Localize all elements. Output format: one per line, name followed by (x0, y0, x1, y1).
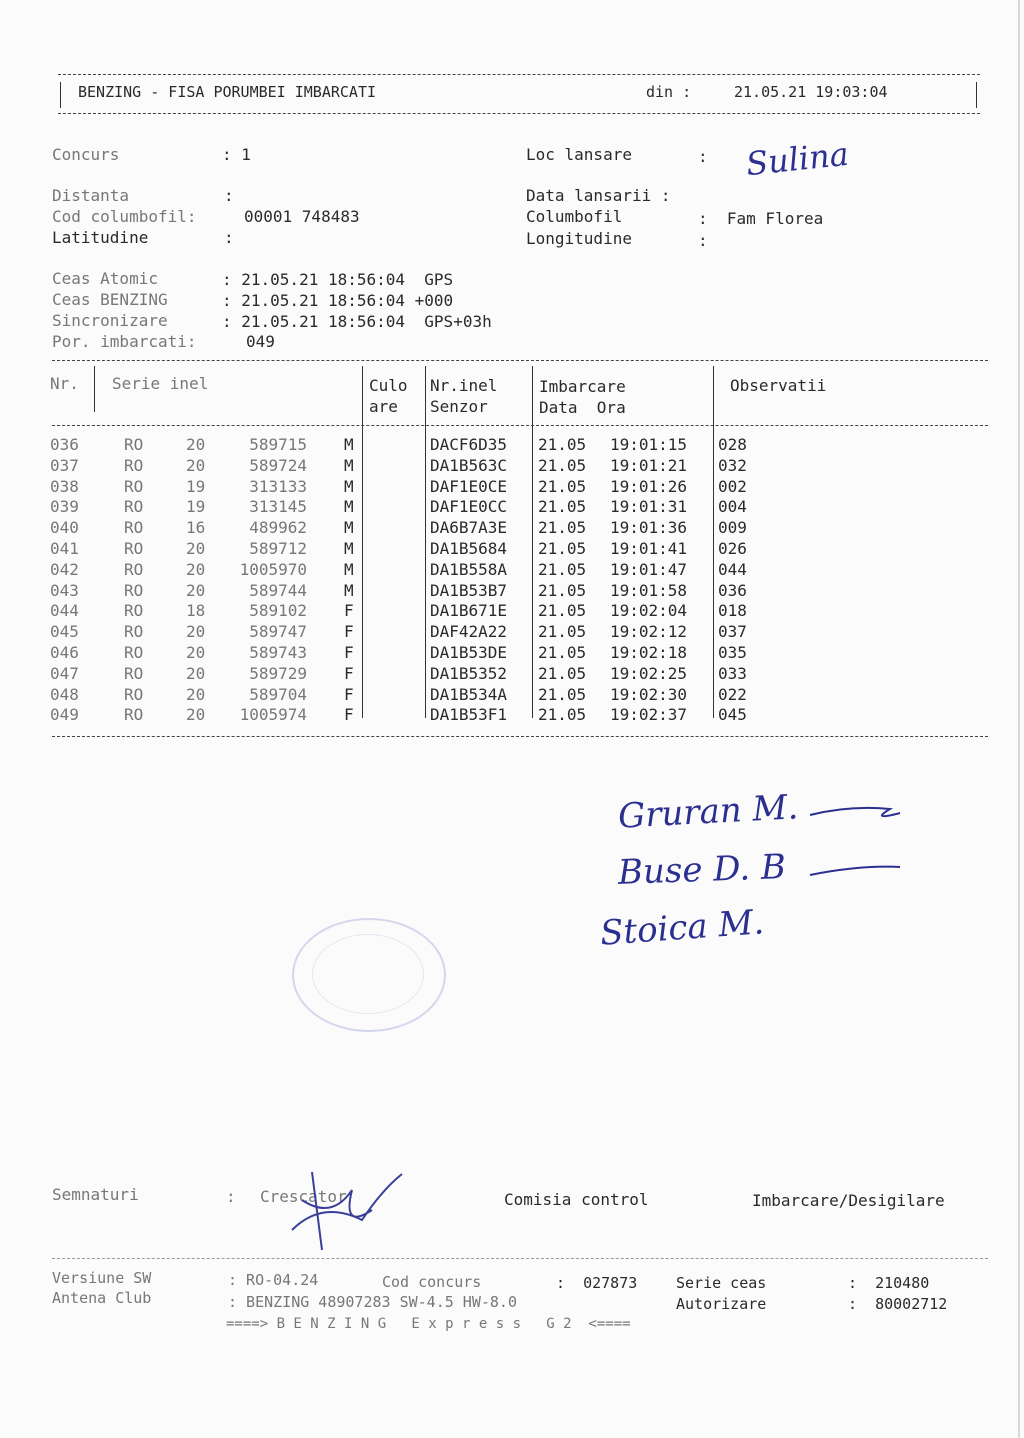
table-row (0, 539, 1000, 560)
col-divider-nr (94, 366, 95, 412)
concurs-label: Concurs (52, 145, 120, 164)
cell-ring: 589712 (249, 539, 307, 558)
cell-time: 19:01:58 (610, 580, 688, 600)
cell-time: 19:01:21 (610, 455, 688, 475)
cell-ring: 489962 (249, 518, 307, 538)
cell-cc: RO (124, 643, 144, 662)
cell-obs: 022 (718, 684, 747, 704)
cell-nr: 038 (50, 476, 79, 496)
cell-yy: 20 (186, 643, 206, 662)
cell-obs: 044 (718, 559, 747, 579)
data-lansarii-label: Data lansarii : (526, 186, 671, 205)
autorizare-label: Autorizare (676, 1295, 767, 1313)
table-row (0, 456, 1000, 477)
cell-nr: 041 (50, 539, 79, 558)
cell-ring: 589715 (249, 435, 307, 454)
cell-sensor: DA1B5684 (430, 539, 508, 558)
cell-obs: 028 (718, 435, 747, 454)
table-row (0, 560, 1000, 581)
cell-ring: 589743 (249, 643, 307, 662)
cell-time: 19:01:41 (610, 539, 688, 558)
cell-date: 21.05 (538, 705, 587, 725)
cell-obs: 009 (718, 518, 747, 538)
cell-ring: 313145 (249, 497, 307, 517)
cell-date: 21.05 (538, 518, 587, 538)
cell-nr: 044 (50, 601, 79, 621)
cell-ring: 589102 (249, 601, 307, 621)
table-bottom-border (52, 736, 988, 737)
cell-cc: RO (124, 497, 144, 517)
cell-sensor: DA1B53DE (430, 643, 508, 662)
handwritten-signature-1: Gruran M. (617, 787, 800, 837)
cell-date: 21.05 (538, 663, 587, 683)
serie-ceas-label: Serie ceas (676, 1274, 767, 1292)
handwritten-signature-3: Stoica M. (598, 902, 766, 954)
cell-yy: 20 (186, 705, 206, 725)
table-header-border (52, 425, 988, 426)
cell-yy: 20 (186, 539, 206, 558)
longitudine-sep: : (698, 231, 708, 250)
loc-lansare-sep: : (698, 147, 708, 166)
cell-cc: RO (124, 559, 144, 579)
versiune-value: : RO-04.24 (228, 1271, 319, 1289)
cell-sensor: DA1B5352 (430, 663, 508, 683)
cell-ring: 589729 (249, 663, 307, 683)
cod-concurs-value: : 027873 (556, 1274, 638, 1292)
cell-time: 19:02:25 (610, 663, 688, 683)
cell-date: 21.05 (538, 601, 587, 621)
cell-date: 21.05 (538, 559, 587, 579)
cell-nr: 036 (50, 435, 79, 454)
table-row (0, 497, 1000, 518)
por-imbarcati-label: Por. imbarcati: (52, 332, 197, 351)
cod-columbofil-label: Cod columbofil: (52, 207, 197, 226)
cell-nr: 043 (50, 580, 79, 600)
cell-sensor: DA1B558A (430, 559, 508, 579)
loc-lansare-handwritten: Sulina (744, 134, 851, 184)
semnaturi-sep: : (226, 1187, 236, 1206)
cell-ring: 589747 (249, 622, 307, 642)
cell-cc: RO (124, 476, 144, 496)
table-row (0, 643, 1000, 664)
cell-sex: F (344, 643, 354, 662)
cell-obs: 026 (718, 539, 747, 558)
cell-time: 19:01:26 (610, 476, 688, 496)
cell-cc: RO (124, 663, 144, 683)
cell-yy: 20 (186, 663, 206, 683)
longitudine-label: Longitudine (526, 229, 632, 248)
cell-obs: 036 (718, 580, 747, 600)
din-label: din : (646, 83, 692, 101)
title-box (58, 74, 980, 114)
table-row (0, 705, 1000, 726)
cell-sex: F (344, 705, 354, 725)
cell-nr: 037 (50, 455, 79, 475)
cell-time: 19:02:30 (610, 684, 688, 704)
cod-columbofil-value: 00001 748483 (244, 207, 360, 226)
latitudine-label: Latitudine (52, 228, 149, 247)
cell-time: 19:01:15 (610, 435, 688, 454)
cell-time: 19:02:12 (610, 622, 688, 642)
cell-sex: M (344, 435, 354, 454)
cell-yy: 19 (186, 497, 206, 517)
header-culo: Culo (369, 376, 408, 395)
distanta-sep: : (224, 186, 234, 205)
table-row (0, 601, 1000, 622)
cell-nr: 046 (50, 643, 79, 662)
cell-sex: F (344, 601, 354, 621)
header-senzor: Senzor (430, 397, 488, 416)
table-row (0, 664, 1000, 685)
cell-nr: 045 (50, 622, 79, 642)
cell-time: 19:02:04 (610, 601, 688, 621)
header-observatii: Observatii (730, 376, 827, 395)
cell-yy: 20 (186, 455, 206, 475)
cell-sex: M (344, 539, 354, 558)
table-body (0, 435, 1000, 735)
versiune-label: Versiune SW (52, 1269, 152, 1287)
cell-nr: 042 (50, 559, 79, 579)
crescator-signature (282, 1160, 412, 1260)
antena-club-label: Antena Club (52, 1289, 152, 1307)
cell-sex: M (344, 455, 354, 475)
crescator-label: Crescator (260, 1187, 347, 1206)
cell-cc: RO (124, 435, 144, 454)
cod-concurs-label: Cod concurs (382, 1273, 482, 1291)
cell-obs: 018 (718, 601, 747, 621)
cell-date: 21.05 (538, 580, 587, 600)
comisia-control-label: Comisia control (504, 1190, 649, 1209)
table-top-border (52, 360, 988, 361)
club-stamp (292, 918, 446, 1032)
ceas-benzing-value: : 21.05.21 18:56:04 +000 (222, 291, 454, 310)
cell-sensor: DA1B563C (430, 455, 508, 475)
cell-sensor: DAF42A22 (430, 622, 508, 642)
cell-date: 21.05 (538, 476, 587, 496)
benzing-brand-line: ====> B E N Z I N G E x p r e s s G 2 <==== (226, 1316, 631, 1332)
distanta-label: Distanta (52, 186, 130, 205)
cell-date: 21.05 (538, 622, 587, 642)
cell-nr: 047 (50, 663, 79, 683)
cell-yy: 20 (186, 684, 206, 704)
cell-cc: RO (124, 601, 144, 621)
cell-obs: 002 (718, 476, 747, 496)
cell-ring: 313133 (249, 476, 307, 496)
cell-yy: 20 (186, 580, 206, 600)
header-data-ora: Data Ora (539, 398, 626, 417)
cell-sex: M (344, 476, 354, 496)
cell-time: 19:02:18 (610, 643, 688, 662)
cell-cc: RO (124, 518, 144, 538)
table-row (0, 518, 1000, 539)
cell-sensor: DAF1E0CE (430, 476, 508, 496)
sincronizare-label: Sincronizare (52, 311, 168, 330)
cell-sex: M (344, 580, 354, 600)
cell-cc: RO (124, 455, 144, 475)
antena-club-value: : BENZING 48907283 SW-4.5 HW-8.0 (228, 1293, 517, 1311)
imbarcare-desigilare-label: Imbarcare/Desigilare (752, 1191, 945, 1210)
cell-sensor: DA1B534A (430, 684, 508, 704)
header-are: are (369, 397, 398, 416)
cell-sex: F (344, 622, 354, 642)
cell-yy: 16 (186, 518, 206, 538)
cell-time: 19:02:37 (610, 705, 688, 725)
table-row (0, 685, 1000, 706)
cell-time: 19:01:36 (610, 518, 688, 538)
cell-cc: RO (124, 580, 144, 600)
por-imbarcati-value: 049 (246, 332, 275, 351)
cell-date: 21.05 (538, 455, 587, 475)
cell-obs: 033 (718, 663, 747, 683)
cell-sex: M (344, 559, 354, 579)
cell-date: 21.05 (538, 539, 587, 558)
page-edge (1018, 0, 1020, 1438)
cell-yy: 20 (186, 622, 206, 642)
cell-sex: F (344, 663, 354, 683)
concurs-value: : 1 (222, 145, 251, 164)
cell-yy: 19 (186, 476, 206, 496)
serie-ceas-value: : 210480 (848, 1274, 930, 1292)
table-row (0, 435, 1000, 456)
cell-ring: 1005970 (239, 559, 307, 579)
cell-cc: RO (124, 622, 144, 642)
cell-nr: 049 (50, 705, 79, 725)
cell-ring: 589744 (249, 580, 307, 600)
cell-nr: 040 (50, 518, 79, 538)
header-serie-inel: Serie inel (112, 374, 209, 393)
cell-cc: RO (124, 705, 144, 725)
header-nr: Nr. (50, 374, 79, 393)
cell-sex: F (344, 684, 354, 704)
cell-sensor: DA6B7A3E (430, 518, 508, 538)
handwritten-signature-2: Buse D. B (617, 847, 787, 893)
sincronizare-value: : 21.05.21 18:56:04 GPS+03h (222, 312, 492, 331)
cell-sensor: DA1B53B7 (430, 580, 508, 600)
cell-date: 21.05 (538, 643, 587, 662)
semnaturi-label: Semnaturi (52, 1185, 139, 1204)
cell-sensor: DAF1E0CC (430, 497, 508, 517)
cell-cc: RO (124, 684, 144, 704)
cell-obs: 004 (718, 497, 747, 517)
table-row (0, 622, 1000, 643)
cell-sensor: DA1B53F1 (430, 705, 508, 725)
cell-sex: M (344, 497, 354, 517)
cell-obs: 035 (718, 643, 747, 662)
footer-border (52, 1258, 988, 1259)
ceas-atomic-value: : 21.05.21 18:56:04 GPS (222, 270, 454, 289)
cell-nr: 039 (50, 497, 79, 517)
signature-flourish (790, 795, 930, 885)
table-row (0, 581, 1000, 602)
document-title: BENZING - FISA PORUMBEI IMBARCATI (78, 83, 377, 101)
cell-yy: 18 (186, 601, 206, 621)
cell-date: 21.05 (538, 497, 587, 517)
autorizare-value: : 80002712 (848, 1295, 948, 1313)
print-datetime: 21.05.21 19:03:04 (734, 83, 888, 101)
cell-ring: 589724 (249, 455, 307, 475)
cell-time: 19:01:47 (610, 559, 688, 579)
cell-date: 21.05 (538, 435, 587, 454)
cell-time: 19:01:31 (610, 497, 688, 517)
cell-ring: 589704 (249, 684, 307, 704)
ceas-benzing-label: Ceas BENZING (52, 290, 168, 309)
latitudine-sep: : (224, 228, 234, 247)
loc-lansare-label: Loc lansare (526, 145, 632, 164)
cell-cc: RO (124, 539, 144, 558)
cell-nr: 048 (50, 684, 79, 704)
cell-sex: M (344, 518, 354, 538)
cell-obs: 037 (718, 622, 747, 642)
cell-ring: 1005974 (239, 705, 307, 725)
cell-sensor: DA1B671E (430, 601, 508, 621)
header-imbarcare: Imbarcare (539, 377, 626, 396)
cell-obs: 045 (718, 705, 747, 725)
cell-date: 21.05 (538, 684, 587, 704)
table-row (0, 477, 1000, 498)
columbofil-label: Columbofil (526, 207, 623, 226)
header-nr-inel: Nr.inel (430, 376, 498, 395)
cell-sensor: DACF6D35 (430, 435, 508, 454)
cell-obs: 032 (718, 455, 747, 475)
ceas-atomic-label: Ceas Atomic (52, 269, 158, 288)
columbofil-value: : Fam Florea (698, 209, 824, 228)
cell-yy: 20 (186, 559, 206, 579)
cell-yy: 20 (186, 435, 206, 454)
